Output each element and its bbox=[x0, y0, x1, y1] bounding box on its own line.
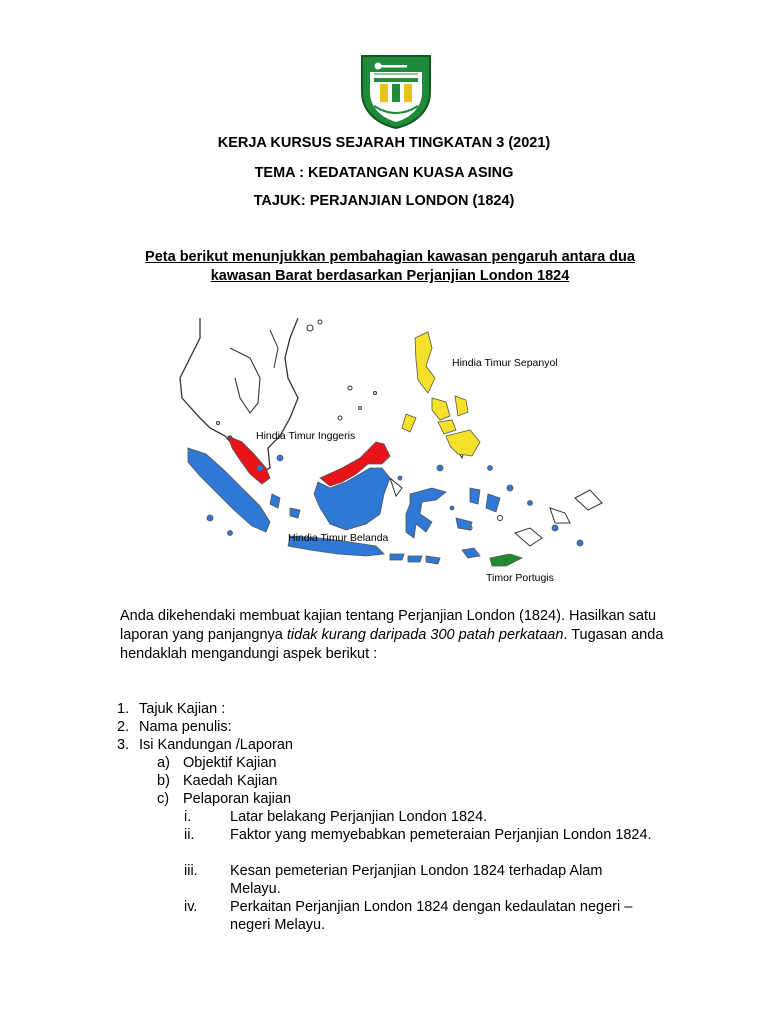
sub-item-num: c) bbox=[157, 791, 170, 807]
document-theme: TEMA : KEDATANGAN KUASA ASING bbox=[254, 165, 514, 181]
list-item: 1. bbox=[117, 701, 130, 717]
list-item: 3. bbox=[117, 737, 130, 753]
roman-item-text: Latar belakang Perjanjian London 1824. bbox=[230, 809, 488, 825]
roman-item-text: Perkaitan Perjanjian London 1824 dengan kedaulatan negeri – negeri Melayu. bbox=[230, 899, 633, 933]
map-caption-line-1: Peta berikut menunjukkan pembahagian kawasan pengaruh antara dua bbox=[145, 249, 635, 265]
task-instructions bbox=[120, 607, 690, 664]
label-dutch-east-indies: Hindia Timur Belanda bbox=[288, 532, 389, 544]
sub-item-num: b) bbox=[157, 773, 170, 789]
school-crest-logo bbox=[356, 50, 436, 130]
label-portuguese-timor: Timor Portugis bbox=[486, 572, 554, 584]
list-item: 2. bbox=[117, 719, 130, 735]
roman-item-num: i. bbox=[184, 809, 192, 825]
roman-item-num: ii. bbox=[184, 827, 195, 843]
sub-item-num: a) bbox=[157, 755, 170, 771]
list-item-text: Nama penulis: bbox=[139, 719, 232, 735]
sub-item-text: Kaedah Kajian bbox=[183, 773, 278, 789]
sub-item-text: Objektif Kajian bbox=[183, 755, 277, 771]
list-item-text: Tajuk Kajian : bbox=[139, 701, 226, 717]
label-british-east-indies: Hindia Timur Inggeris bbox=[256, 430, 356, 442]
southeast-asia-map bbox=[170, 318, 610, 590]
roman-item-num: iv. bbox=[184, 899, 198, 915]
list-item-text: Isi Kandungan /Laporan bbox=[139, 737, 293, 753]
label-spanish-east-indies: Hindia Timur Sepanyol bbox=[452, 357, 558, 369]
task-word-limit: tidak kurang daripada 300 patah perkataan bbox=[286, 627, 564, 643]
roman-item-text: Kesan pemeterian Perjanjian London 1824 terhadap Alam Melayu. bbox=[230, 863, 603, 897]
roman-item-num: iii. bbox=[184, 863, 198, 879]
document-title: KERJA KURSUS SEJARAH TINGKATAN 3 (2021) bbox=[217, 135, 551, 151]
sub-item-text: Pelaporan kajian bbox=[183, 791, 292, 807]
task-text-2: . Tugasan anda hendaklah mengandungi aspek berikut : bbox=[120, 627, 664, 662]
map-caption-line-2: kawasan Barat berdasarkan Perjanjian London 1824 bbox=[210, 268, 570, 284]
document-topic: TAJUK: PERJANJIAN LONDON (1824) bbox=[253, 193, 515, 209]
roman-item-text: Faktor yang memyebabkan pemeteraian Perjanjian London 1824. bbox=[230, 827, 652, 843]
task-text-1: Anda dikehendaki membuat kajian tentang Perjanjian London (1824). Hasilkan satu laporan yang panjangnya bbox=[120, 608, 657, 643]
